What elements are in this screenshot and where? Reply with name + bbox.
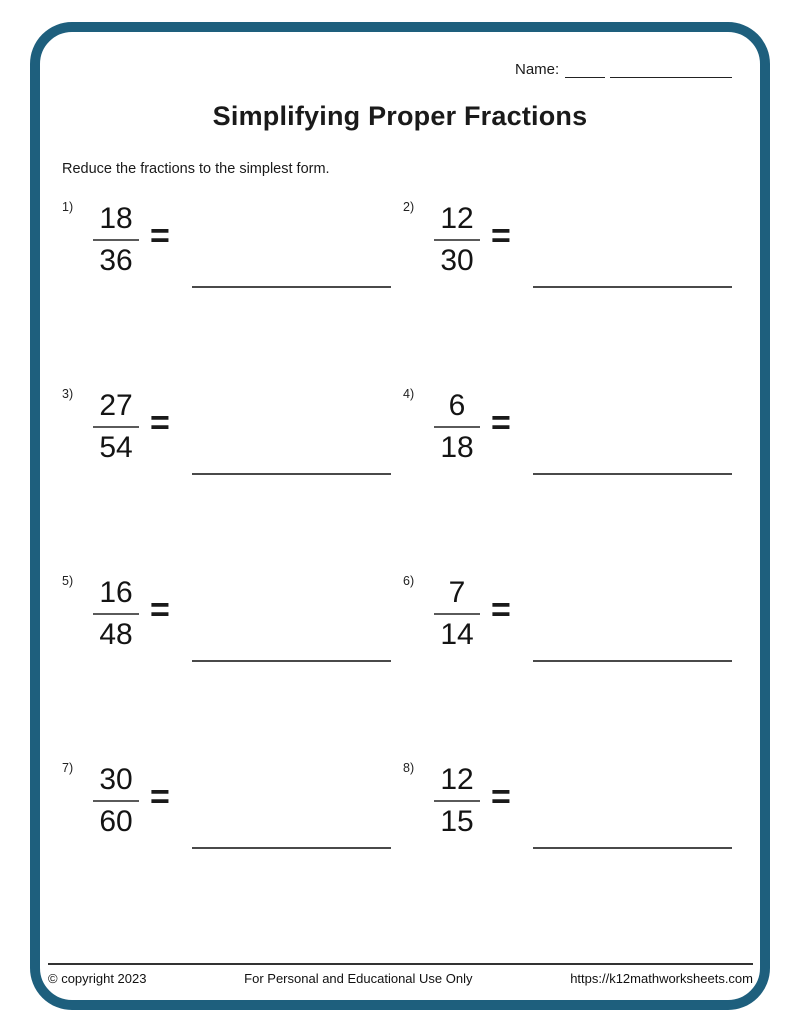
problem-3: [62, 385, 403, 572]
equals-sign: =: [491, 404, 511, 442]
problem-number: 6): [403, 574, 415, 588]
answer-blank-line: [192, 660, 391, 662]
equals-sign: =: [150, 404, 170, 442]
fraction-numerator: 27: [99, 389, 133, 422]
problem-5: [62, 572, 403, 759]
fraction-numerator: 7: [448, 576, 466, 609]
fraction-bar: [434, 426, 480, 428]
equals-sign: =: [491, 217, 511, 255]
answer-blank-line: [192, 286, 391, 288]
fraction-denominator: 54: [99, 431, 133, 464]
equals-sign: =: [150, 217, 170, 255]
fraction: [92, 576, 140, 652]
fraction: [433, 576, 481, 652]
fraction-bar: [93, 800, 139, 802]
problem-4: [403, 385, 738, 572]
fraction-numerator: 12: [440, 202, 474, 235]
fraction-denominator: 15: [440, 805, 474, 838]
name-blank-line: [565, 62, 605, 78]
instructions-text: Reduce the fractions to the simplest form.: [62, 161, 330, 177]
equals-sign: =: [150, 591, 170, 629]
problem-number: 2): [403, 200, 415, 214]
page-title: Simplifying Proper Fractions: [212, 101, 588, 131]
problem-7: [62, 759, 403, 946]
name-row: [515, 61, 732, 78]
problem-number: 1): [62, 200, 74, 214]
footer-copyright: © copyright 2023: [48, 971, 147, 986]
fraction-numerator: 12: [440, 763, 474, 796]
fraction: [433, 389, 481, 465]
footer-divider-line: [48, 963, 753, 965]
problem-number: 4): [403, 387, 415, 401]
problem-number: 5): [62, 574, 74, 588]
fraction-denominator: 36: [99, 244, 133, 277]
fraction: [92, 763, 140, 839]
problem-number: 7): [62, 761, 74, 775]
fraction-denominator: 14: [440, 618, 474, 651]
problem-6: [403, 572, 738, 759]
fraction: [92, 389, 140, 465]
answer-blank-line: [533, 660, 732, 662]
footer-usage-note: For Personal and Educational Use Only: [244, 971, 473, 986]
fraction-bar: [93, 426, 139, 428]
fraction-bar: [434, 613, 480, 615]
fraction-denominator: 60: [99, 805, 133, 838]
fraction-denominator: 18: [440, 431, 474, 464]
name-label: Name:: [515, 61, 560, 78]
footer: [48, 971, 753, 986]
footer-url: https://k12mathworksheets.com: [570, 971, 753, 986]
fraction-numerator: 30: [99, 763, 133, 796]
answer-blank-line: [533, 847, 732, 849]
fraction-numerator: 16: [99, 576, 133, 609]
fraction: [92, 202, 140, 278]
fraction-bar: [434, 239, 480, 241]
name-blank-line: [610, 62, 732, 78]
answer-blank-line: [192, 847, 391, 849]
answer-blank-line: [192, 473, 391, 475]
fraction-numerator: 6: [448, 389, 466, 422]
problem-8: [403, 759, 738, 946]
fraction-denominator: 30: [440, 244, 474, 277]
equals-sign: =: [491, 778, 511, 816]
fraction: [433, 763, 481, 839]
fraction-bar: [93, 613, 139, 615]
problem-number: 8): [403, 761, 415, 775]
equals-sign: =: [150, 778, 170, 816]
problem-number: 3): [62, 387, 74, 401]
answer-blank-line: [533, 286, 732, 288]
fraction-bar: [93, 239, 139, 241]
problems-grid: [62, 198, 738, 946]
problem-2: [403, 198, 738, 385]
problem-1: [62, 198, 403, 385]
answer-blank-line: [533, 473, 732, 475]
fraction-numerator: 18: [99, 202, 133, 235]
equals-sign: =: [491, 591, 511, 629]
fraction-denominator: 48: [99, 618, 133, 651]
fraction: [433, 202, 481, 278]
fraction-bar: [434, 800, 480, 802]
